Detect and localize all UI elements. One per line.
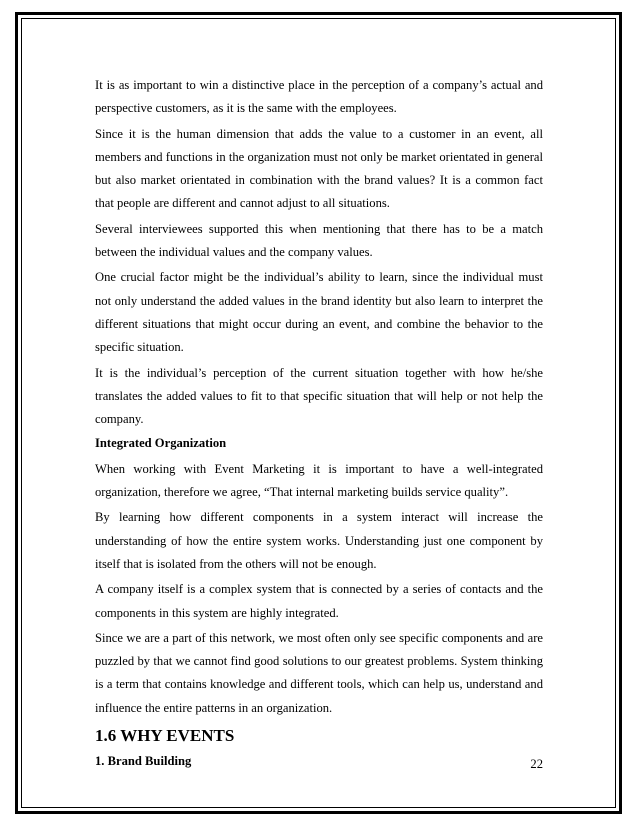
paragraph: Since it is the human dimension that adds the value to a customer in an event, all members and functions in the organization must not only be market orientated in general but also market orientated in combination with the brand values? It is a common fact that people are different and cannot adjust to all situations. <box>95 126 543 211</box>
paragraph: When working with Event Marketing it is important to have a well-integrated organization, therefore we agree, “That internal marketing builds service quality”. <box>95 461 543 500</box>
page-number: 22 <box>530 757 543 771</box>
page-body <box>95 74 543 773</box>
paragraph: It is the individual’s perception of the current situation together with how he/she translates the added values to fit to that specific situation that will help or not help the company. <box>95 365 543 427</box>
section-heading: Integrated Organization <box>95 436 227 451</box>
paragraph: Since we are a part of this network, we most often only see specific components and are puzzled by that we cannot find good solutions to our greatest problems. System thinking is a term that contains knowledge and different tools, which can help us, understand and influence the entire patterns in an organization. <box>95 630 543 715</box>
paragraph: Several interviewees supported this when mentioning that there has to be a match between the individual values and the company values. <box>95 221 543 260</box>
paragraph: By learning how different components in a system interact will increase the understanding of how the entire system works. Understanding just one component by itself that is isolated from the others will not be enough. <box>95 510 543 571</box>
paragraph: It is as important to win a distinctive place in the perception of a company’s actual and perspective customers, as it is the same with the employees. <box>95 78 543 116</box>
chapter-section-title: 1.6 WHY EVENTS <box>95 726 235 746</box>
paragraph: A company itself is a complex system that is connected by a series of contacts and the components in this system are highly integrated. <box>95 582 543 620</box>
paragraph: One crucial factor might be the individual’s ability to learn, since the individual must not only understand the added values in the brand identity but also learn to interpret the different situations that might occur during an event, and combine the behavior to the specific situation. <box>95 270 543 355</box>
subsection-heading: 1. Brand Building <box>95 754 192 769</box>
